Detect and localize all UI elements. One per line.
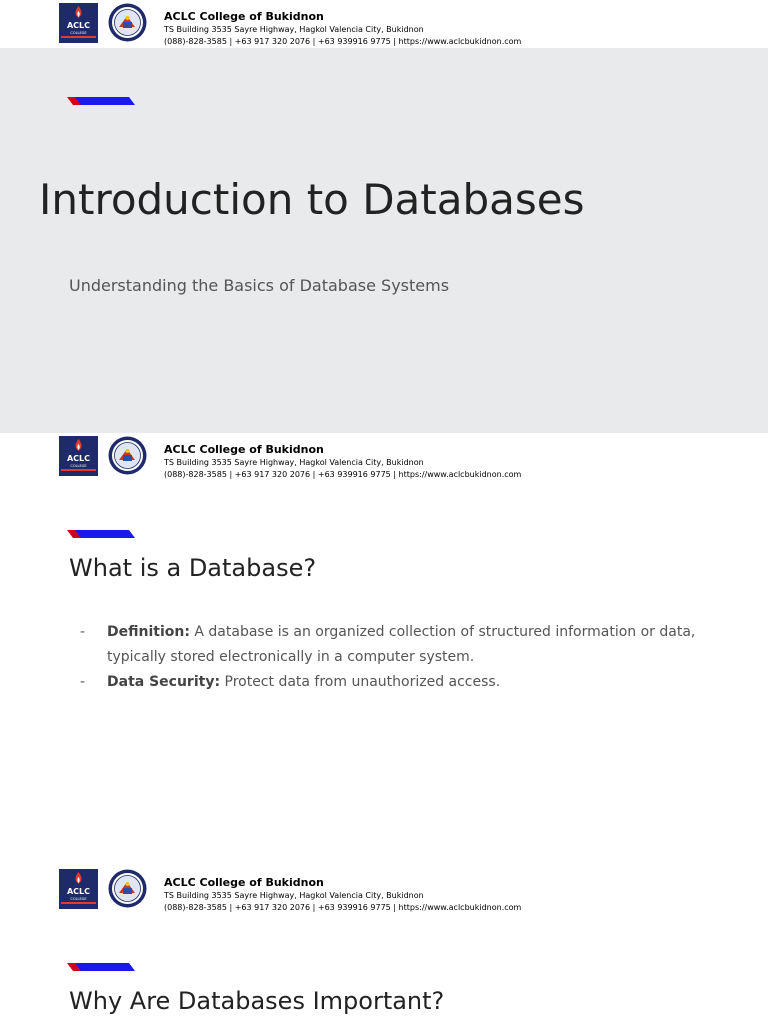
svg-text:BUKIDNON: BUKIDNON (69, 905, 88, 909)
bullet-list (80, 620, 720, 695)
bullet-term: Definition: (107, 624, 190, 640)
college-name: ACLC College of Bukidnon (164, 876, 324, 889)
header-text (164, 443, 521, 481)
svg-text:ACLC: ACLC (66, 21, 91, 30)
college-contacts: (088)-828-3585 | +63 917 320 2076 | +63 939916 9775 | https://www.aclcbukidnon.com (164, 903, 522, 912)
svg-text:ACLC: ACLC (66, 454, 91, 463)
list-item: - Data Security: Protect data from unauthorized access. (80, 674, 501, 690)
college-contacts: (088)-828-3585 | +63 917 320 2076 | +63 939916 9775 | https://www.aclcbukidnon.com (164, 37, 522, 46)
college-seal-icon (108, 869, 147, 908)
svg-text:COLLEGE: COLLEGE (70, 897, 87, 901)
slide-title (0, 0, 768, 433)
accent-bar (67, 530, 135, 538)
slide-title-text: Introduction to Databases (39, 175, 585, 224)
aclc-logo-icon (59, 3, 98, 43)
svg-text:BUKIDNON: BUKIDNON (69, 39, 88, 43)
svg-text:COLLEGE: COLLEGE (70, 464, 87, 468)
college-name: ACLC College of Bukidnon (164, 443, 324, 456)
header-text (164, 10, 521, 48)
slide-why-databases (0, 866, 768, 1024)
svg-text:BUKIDNON: BUKIDNON (69, 472, 88, 476)
slide-header (0, 0, 768, 48)
slide-header (0, 433, 768, 481)
college-address: TS Building 3535 Sayre Highway, Hagkol Valencia City, Bukidnon (164, 25, 424, 34)
college-contacts: (088)-828-3585 | +63 917 320 2076 | +63 939916 9775 | https://www.aclcbukidnon.com (164, 470, 522, 479)
bullet-term: Data Security: (107, 674, 221, 690)
slide-title-text: Why Are Databases Important? (69, 987, 445, 1015)
slide-title-text: What is a Database? (69, 554, 317, 582)
bullet-text: Protect data from unauthorized access. (220, 674, 501, 690)
college-address: TS Building 3535 Sayre Highway, Hagkol Valencia City, Bukidnon (164, 891, 424, 900)
bullet-text: A database is an organized collection of structured information or data, typically stored electronically in a computer system. (107, 624, 696, 665)
college-address: TS Building 3535 Sayre Highway, Hagkol Valencia City, Bukidnon (164, 458, 424, 467)
accent-bar (67, 963, 135, 971)
list-item: - Definition: A database is an organized collection of structured information or data, typically stored electronically in a computer system. (80, 624, 696, 665)
aclc-logo-icon (59, 869, 98, 909)
college-seal-icon (108, 436, 147, 475)
slide-subtitle: Understanding the Basics of Database Systems (69, 276, 450, 295)
aclc-logo-icon (59, 436, 98, 476)
slide-what-is-database (0, 433, 768, 866)
title-band (0, 48, 768, 433)
slide-header (0, 866, 768, 914)
college-seal-icon (108, 3, 147, 42)
accent-bar (67, 97, 135, 105)
svg-text:ACLC: ACLC (66, 887, 91, 896)
college-name: ACLC College of Bukidnon (164, 10, 324, 23)
header-text (164, 876, 521, 914)
svg-text:COLLEGE: COLLEGE (70, 31, 87, 35)
